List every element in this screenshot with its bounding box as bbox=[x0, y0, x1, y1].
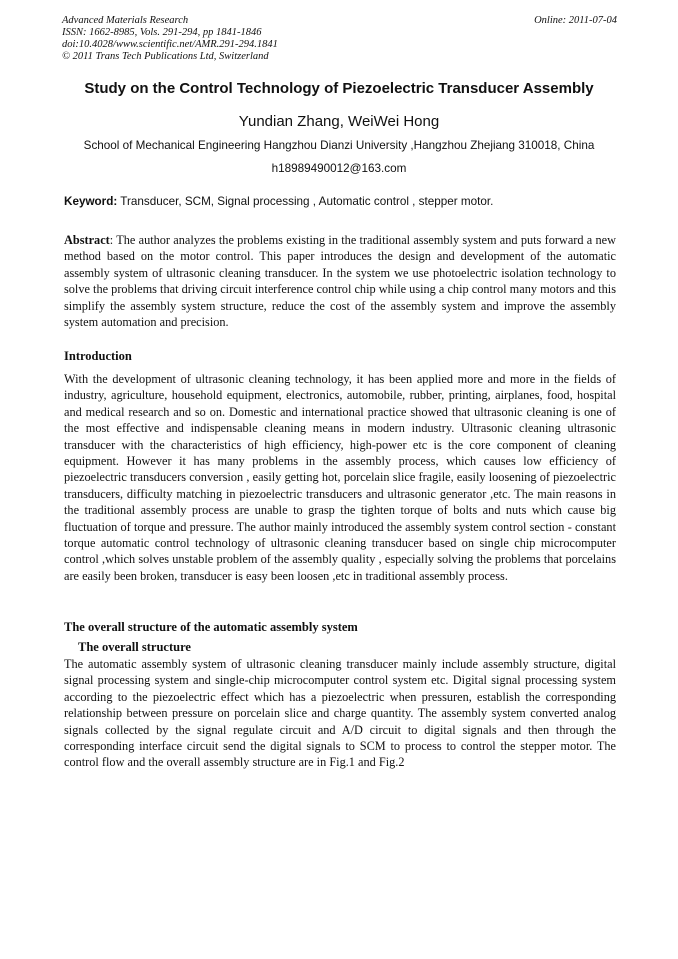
online-date: Online: 2011-07-04 bbox=[534, 15, 617, 26]
abstract-label: Abstract bbox=[64, 233, 110, 247]
structure-heading: The overall structure of the automatic assembly system bbox=[64, 620, 358, 634]
abstract bbox=[64, 232, 616, 330]
abstract-text: : The author analyzes the problems existing in the traditional assembly system and puts forward a new method based on the motor control. This paper introduces the design and development of the automatic assembly system of ultrasonic cleaning transducer. In the system we use photoelectric isolation technology to solve the problems that driving circuit interference control chip while using a chip control many motors and this simplify the assembly system structure, reduce the cost of the assembly system and improve the assembly system automation and precision. bbox=[64, 233, 616, 330]
paper-title: Study on the Control Technology of Piezoelectric Transducer Assembly bbox=[84, 80, 594, 97]
keywords-text: Transducer, SCM, Signal processing , Automatic control , stepper motor. bbox=[117, 195, 494, 208]
doi-line: doi:10.4028/www.scientific.net/AMR.291-294.1841 bbox=[62, 39, 278, 50]
keywords-label: Keyword: bbox=[64, 195, 118, 208]
issn-line: ISSN: 1662-8985, Vols. 291-294, pp 1841-1846 bbox=[62, 27, 262, 38]
copyright-line: © 2011 Trans Tech Publications Ltd, Switzerland bbox=[62, 51, 269, 62]
structure-text: The automatic assembly system of ultrasonic cleaning transducer mainly include assembly structure, digital signal processing system and single-chip microcomputer control system etc. Digital signal processing system according to the piezoelectric effect which has a piezoelectric when pressuren, establish the corresponding relationship between pressure on porcelain slice and charge quantity. The assembly system converted analog signals collected by the signal regulate circuit and A/D circuit to digital signals and then through the corresponding interface circuit send the digital signals to SCM to process to control the stepper motor. The control flow and the overall assembly structure are in Fig.1 and Fig.2 bbox=[64, 657, 616, 770]
keywords bbox=[64, 195, 616, 208]
journal-name: Advanced Materials Research bbox=[62, 15, 189, 26]
introduction-text: With the development of ultrasonic cleaning technology, it has been applied more and more in the fields of industry, agriculture, household equipment, electronics, automobile, rubber, printing, airplanes, food, hospital and medical research and so on. Domestic and international practice showed that ultrasonic cleaning is one of the most effective and indispensable cleaning means in modern industry. Ultrasonic cleaning ultrasonic transducer with the characteristics of high efficiency, high-power etc is the core component of cleaning equipment. However it has many problems in the assembly process, which causes low efficiency of piezoelectric transducers conversion , easily getting hot, porcelain slice fragile, easily loosening of piezoelectric transducers, difficulty matching in piezoelectric transducers and ultrasonic generator ,etc. The main reasons in the traditional assembly process are unable to grasp the tighten torque of bolts and nuts which cause big fluctuation of torque and pressure. The author mainly introduced the assembly system control section - constant torque automatic control technology of ultrasonic cleaning transducer based on single chip microcomputer control ,which solves unstable problem of the assembly quality , especially solving the problems that porcelains are easily been broken, transducer is easy been loosen ,etc in traditional assembly process. bbox=[64, 372, 616, 583]
authors: Yundian Zhang, WeiWei Hong bbox=[238, 113, 440, 130]
affiliation: School of Mechanical Engineering Hangzhou Dianzi University ,Hangzhou Zhejiang 310018, China bbox=[83, 139, 595, 152]
structure-subheading: The overall structure bbox=[78, 640, 191, 654]
author-email: h18989490012@163.com bbox=[271, 162, 407, 175]
publication-header bbox=[62, 15, 617, 63]
introduction-heading: Introduction bbox=[64, 349, 132, 363]
